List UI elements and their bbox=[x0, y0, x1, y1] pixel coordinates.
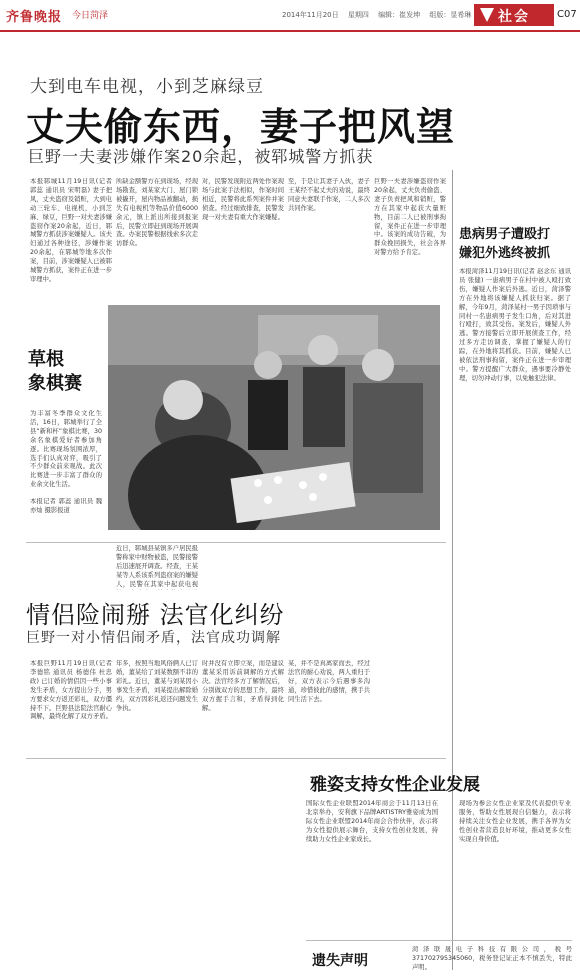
photo-rule bbox=[26, 542, 446, 543]
newspaper-logo: 齐鲁晚报 bbox=[6, 10, 63, 25]
story1-column-2: 所缺金额警方在到现场，经现场勘查，刘某家大门、屋门锁被撬开，屋内物品被翻动，损失有电视机等物品价值6000余元，镇上派出所接到报案后，民警立即赶到现场开展调查。办案民警根据线索多次走访群众。 bbox=[116, 178, 198, 248]
sidebar-body: 本报菏泽11月19日讯(记者 赵念东 通讯员 张健) 一患病男子在村中被人殴打致伤，嫌疑人作案后外逃。近日，菏泽警方在外地将该嫌疑人抓获归案。据了解，今年9月，菏泽某村一男子因琐事与同村一名患病男子发生口角，后对其进行殴打，致其受伤。案发后，嫌疑人外逃。警方接警后立即开展侦查工作，经过多方走访调查，掌握了嫌疑人的行踪，在外地将其抓获。目前，嫌疑人已被依法刑事拘留，案件正在进一步审理中。警方提醒广大群众，遇事要冷静处理，切勿冲动行事，以免触犯法律。 bbox=[459, 268, 571, 382]
story2-column-2: 年多，按照当地风俗俩人已订婚，董某给了刘某数额不菲的彩礼。近日，董某与刘某因小事发生矛盾，刘某提出解除婚约，双方因彩礼返还问题发生争执。 bbox=[116, 660, 198, 712]
story3-column-2: 现场为参会女性企业家及代表提供专业服务，帮助女性展现自信魅力，表示将持续关注女性企业发展，携手各界为女性创业者营造良好环境，推动更多女性实现自身价值。 bbox=[459, 800, 571, 843]
story1-column-6: 近日，郓城县某镇多户居民报警称家中财物被盗，民警接警后迅速展开调查。经查，王某某等人系该系列盗窃案的嫌疑人，民警在其家中起获电视 bbox=[116, 545, 198, 588]
story1-kicker: 大到电车电视，小到芝麻绿豆 bbox=[30, 77, 264, 97]
story1-column-3: 对，民警发现附近两处作案现场与此案手法相似，作案时间相近，民警将此系列案件并案侦查。经过细致排查，民警发现一对夫妻有重大作案嫌疑。 bbox=[202, 178, 284, 221]
section-name: 社会 bbox=[498, 9, 530, 25]
story1-column-4: 至，于是让其妻子入伙，妻子王某经不起丈夫的劝说，最终同意夫妻联手作案，二人多次共同作案。 bbox=[288, 178, 370, 212]
story2-column-1: 本报巨野11月19日讯(记者 李德铭 通讯员 杨德伟 杜忠政) 已订婚的情侣因一些小事发生矛盾，女方提出分手，男方要求女方返还彩礼，双方僵持不下。巨野县法院法官耐心调解，最终化解了双方矛盾。 bbox=[30, 660, 112, 721]
sidebar-divider bbox=[452, 170, 453, 970]
issue-date: 2014年11月20日 bbox=[282, 11, 339, 19]
header-rule bbox=[0, 30, 580, 32]
editor-credit: 编辑：崔发坤 bbox=[378, 11, 421, 19]
page-number: C07 bbox=[557, 9, 577, 20]
chess-match-photo bbox=[108, 305, 440, 530]
photo-caption: 为丰富冬季群众文化生活，16日，郓城举行了全县“新和杯”象棋比赛，30余名象棋爱好者参加角逐。比赛现场氛围浓厚，选手们认真对弈，吸引了不少群众前来观战。此次比赛进一步丰富了群众的业余文化生活。 bbox=[30, 410, 102, 489]
story2-column-3: 时并没有立即立案，而是建议董某采用诉前调解的方式解决。法官经多方了解情况后，分别做双方的思想工作，最终双方握手言和，矛盾得到化解。 bbox=[202, 660, 284, 712]
designer-credit: 组版：显希琳 bbox=[429, 11, 472, 19]
sidebar-headline: 患病男子遭殴打 嫌犯外逃终被抓 bbox=[459, 227, 551, 261]
photo-credit: 本报记者 郭蕊 通讯员 魏亦灿 摄影报道 bbox=[30, 498, 102, 514]
header-info bbox=[282, 10, 478, 20]
edition-label: 今日菏泽 bbox=[72, 11, 109, 21]
photo-feature-title: 草根 象棋赛 bbox=[28, 349, 82, 394]
story3-column-1: 国际女性企业联盟2014年商会于11月13日在北京举办，安利旗下品牌ARTISTRY雅姿成为国际女性企业联盟2014年商会合作伙伴，表示将为女性提供展示舞台，支持女性创业发展，持续助力女性企业家成长。 bbox=[306, 800, 438, 843]
story2-subhead: 巨野一对小情侣闹矛盾，法官成功调解 bbox=[26, 630, 281, 646]
notice-rule bbox=[306, 940, 572, 941]
issue-weekday: 星期四 bbox=[347, 11, 369, 19]
story2-headline: 情侣险闹掰 法官化纠纷 bbox=[26, 601, 285, 629]
story1-column-1: 本报郓城11月19日讯(记者 郭蕊 通讯员 宋明磊) 妻子把风，丈夫盗窃及销赃，大到电动三轮车、电视机，小到芝麻、绿豆，巨野一对夫妻涉嫌盗窃作案20余起，近日，郓城警方抓获涉案嫌疑人。该夫妇通过各种途径，涉嫌作案20余起，在郓城等地多次作案，目前，涉案嫌疑人已被郓城警方抓获，案件正在进一步审理中。 bbox=[30, 178, 112, 283]
notice-body: 菏泽联晟电子科技有限公司，税号371702795345060，税务登记证正本不慎丢失，特此声明。 bbox=[412, 946, 572, 971]
story2-rule bbox=[26, 758, 446, 759]
story1-column-5: 巨野一夫妻涉嫌盗窃作案20余起，丈夫负责偷盗、妻子负责把风和销赃，警方在其家中起获大量赃物，目前二人已被刑事拘留，案件正在进一步审理中。该案的成功告破，为群众挽回损失，社会各界对警方给予肯定。 bbox=[374, 178, 446, 257]
story1-headline: 丈夫偷东西，妻子把风望 bbox=[26, 104, 456, 149]
story3-headline: 雅姿支持女性企业发展 bbox=[310, 775, 480, 795]
story1-subhead: 巨野一夫妻涉嫌作案20余起，被郓城警方抓获 bbox=[28, 147, 374, 166]
story2-column-4: 某，并不是真离家而去，经过法官的耐心劝说，两人重归于好，双方表示今后遇事多沟通，珍惜彼此的感情，携手共同生活下去。 bbox=[288, 660, 370, 703]
notice-headline: 遗失声明 bbox=[312, 953, 368, 969]
